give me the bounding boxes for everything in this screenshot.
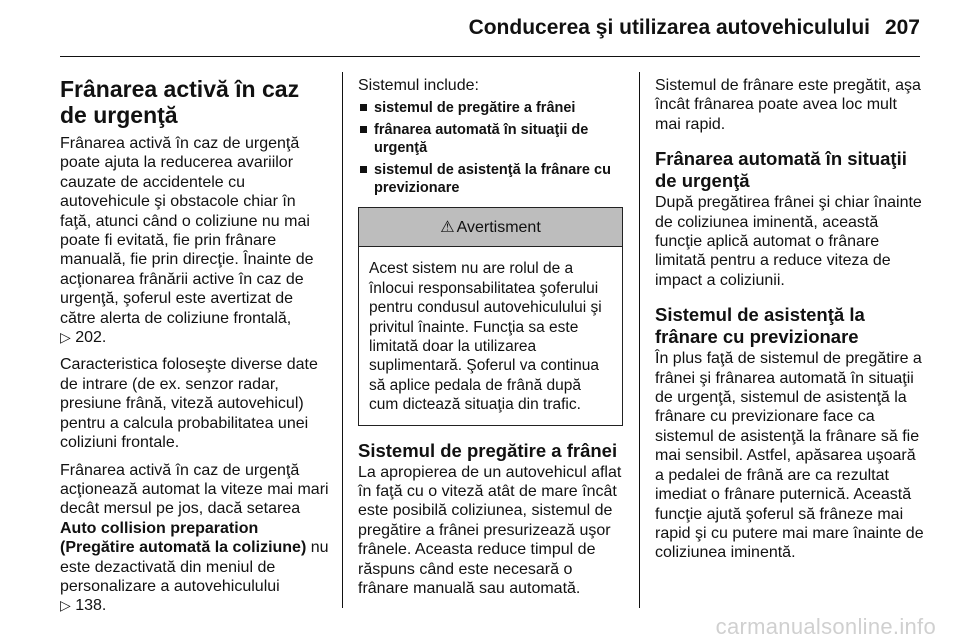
setting-name: Auto collision preparation (Pregătire automată la coliziune)	[60, 519, 307, 557]
section-heading: Frânarea automată în situaţii de urgenţă	[655, 148, 907, 192]
paragraph-text: Frânarea activă în caz de urgenţă acţionează automat la viteze mai mari decât mersul pe jos, dacă setarea	[60, 461, 329, 518]
warning-header	[359, 208, 622, 247]
list-item: sistemul de pregătire a frânei	[358, 99, 623, 117]
warning-box	[358, 207, 623, 425]
paragraph	[60, 461, 330, 616]
paragraph-text: nu este dezactivată din meniul de personalizare a autovehiculului	[60, 539, 329, 595]
page-number: 207	[884, 16, 920, 39]
list-item: sistemul de asistenţă la frânare cu previzionare	[358, 161, 623, 197]
feature-list	[358, 99, 623, 197]
section-heading: Frânarea activă în caz de urgenţă	[60, 76, 300, 128]
paragraph: Caracteristica foloseşte diverse date de intrare (de ex. senzor radar, presiune frână, viteză autovehicul) pentru a calcula probabilitatea unei coliziuni frontale.	[60, 356, 318, 452]
paragraph-text: Frânarea activă în caz de urgenţă poate ajuta la reducerea avariilor cauzate de accidentele cu autovehicule şi obstacole chiar în faţă, atunci când o coliziune nu mai poate fi evitată, fie prin frânare manuală, fie prin direcţie. Înainte de acţionarea frânării active în caz de urgenţă, şoferul este avertizat de către alerta de coliziune frontală,	[60, 135, 314, 327]
column-1	[60, 76, 330, 624]
list-item: frânarea automată în situaţii de urgenţă	[358, 121, 623, 157]
column-2	[358, 76, 623, 607]
page-reference-icon: ▷	[60, 597, 71, 614]
column-divider-2	[639, 72, 640, 608]
running-title: Conducerea şi utilizarea autovehiculului	[468, 16, 870, 39]
page-reference[interactable]: 202.	[75, 329, 107, 347]
paragraph: În plus faţă de sistemul de pregătire a frânei şi frânarea automată în situaţii de urgenţă, sistemul de asistenţă la frânare cu previzionare face ca sistemul de asistenţă la frânare să fie mai sensibil. Astfel, apăsarea uşoară a pedalei de frână are ca rezultat imediat o frânare puternică. Această funcţie ajută şoferul să frâneze mai rapid şi cu putere mai mare înainte de coliziunea iminentă.	[655, 350, 924, 562]
header-rule	[60, 56, 920, 57]
paragraph: La apropierea de un autovehicul aflat în faţă cu o viteză atât de mare încât este posibilă coliziunea, sistemul de pregătire a frânei presurizează uşor frânele. Aceasta reduce timpul de răspuns când este necesară o frânare manuală sau automată.	[358, 463, 622, 598]
section-heading: Sistemul de pregătire a frânei	[358, 439, 618, 461]
page-reference-icon: ▷	[60, 329, 71, 346]
page-reference[interactable]: 138.	[75, 597, 107, 615]
section-heading: Sistemul de asistenţă la frânare cu previzionare	[655, 304, 865, 348]
warning-text: Acest sistem nu are rolul de a înlocui responsabilitatea şoferului pentru condusul autovehiculului şi privitul înainte. Funcţia sa este limitată doar la utilizarea suplimentară. Şoferul va continua să aplice pedala de frână după cum dictează situaţia din trafic.	[369, 260, 602, 414]
watermark: carmanualsonline.info	[715, 614, 936, 639]
warning-title: Avertisment	[456, 218, 541, 236]
paragraph: Sistemul de frânare este pregătit, aşa încât frânarea poate avea loc mult mai rapid.	[655, 77, 921, 133]
paragraph	[60, 134, 330, 347]
column-3	[655, 76, 925, 571]
list-intro: Sistemul include:	[358, 77, 479, 94]
column-divider-1	[342, 72, 343, 608]
paragraph: După pregătirea frânei şi chiar înainte de coliziunea iminentă, această funcţie aplică automat o frânare limitată pentru a reduce viteza de impact a coliziunii.	[655, 194, 922, 289]
warning-triangle-icon: ⚠	[440, 218, 455, 236]
page-header	[0, 0, 960, 60]
